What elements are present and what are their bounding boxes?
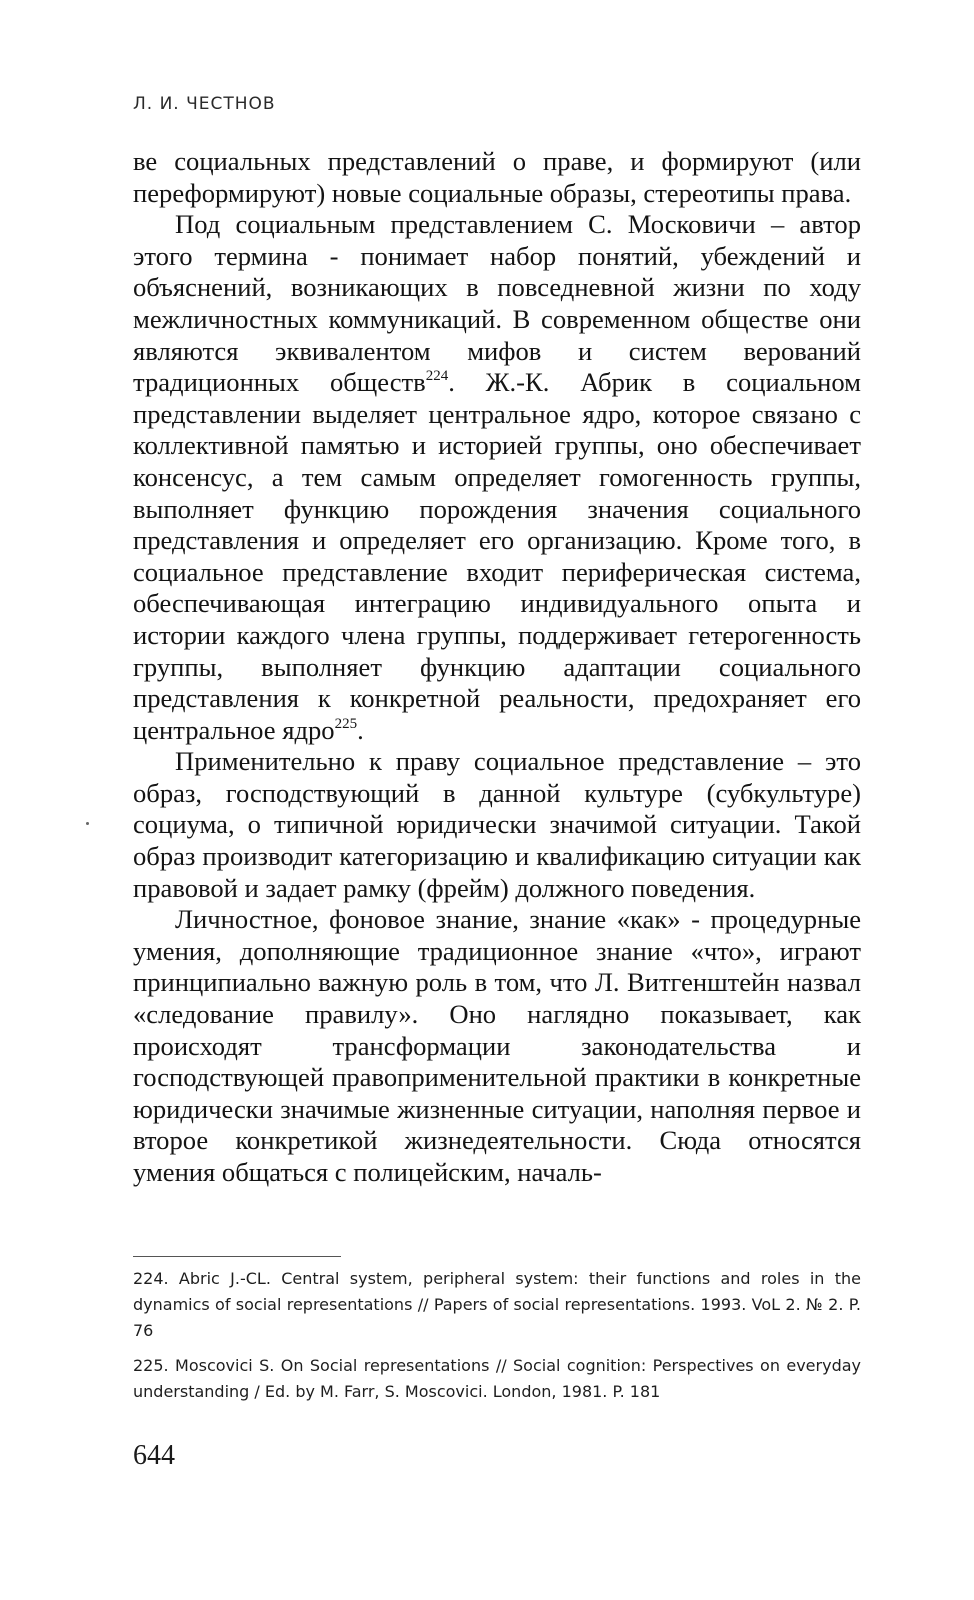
- footnotes: [133, 1266, 861, 1414]
- paragraph-1: ве социальных представлений о праве, и формируют (или переформируют) новые социальные образы, стереотипы права.: [133, 146, 861, 208]
- paragraph-2: [133, 209, 861, 746]
- running-head: Л. И. ЧЕСТНОВ: [133, 94, 276, 114]
- footnote-224: 224. Abric J.-CL. Central system, peripheral system: their functions and roles in the dynamics of social representations // Papers of social representations. 1993. VoL 2. № 2. P. 76: [133, 1269, 861, 1340]
- footnote-divider: [133, 1256, 341, 1257]
- main-text: [133, 146, 861, 1189]
- paragraph-3: Применительно к праву социальное представление – это образ, господствующий в данной культуре (субкультуре) социума, о типичной юридически значимой ситуации. Такой образ производит категоризацию и квалификацию ситуации как правовой и задает рамку (фрейм) должного поведения.: [133, 746, 861, 903]
- footnote-225: 225. Moscovici S. On Social representations // Social cognition: Perspectives on everyday understanding / Ed. by M. Farr, S. Moscovici. London, 1981. P. 181: [133, 1356, 861, 1401]
- paragraph-2-part-b: . Ж.-К. Абрик в социальном представлении выделяет центральное ядро, которое связано с коллективной памятью и историей группы, оно обеспечивает консенсус, а тем самым определяет гомогенность группы, выполняет функцию порождения значения социального представления и определяет его организацию. Кроме того, в социальное представление входит периферическая система, обеспечивающая интеграцию индивидуального опыта и истории каждого члена группы, поддерживает гетерогенность группы, выполняет функцию адаптации социального представления к конкретной реальности, предохраняет его центральное ядро: [133, 367, 862, 745]
- footnote-ref-225[interactable]: 225: [334, 715, 358, 732]
- page-number: 644: [133, 1440, 175, 1471]
- margin-mark: [86, 822, 89, 825]
- paragraph-2-part-a: Под социальным представлением С. Московичи – автор этого термина - понимает набор понятий, убеждений и объяснений, возникающих в повседневной жизни по ходу межличностных коммуникаций. В современном обществе они являются эквивалентом мифов и систем верований традиционных обществ: [133, 209, 861, 398]
- paragraph-4: Личностное, фоновое знание, знание «как» - процедурные умения, дополняющие традиционное знание «что», играют принципиально важную роль в том, что Л. Витгенштейн назвал «следование правилу». Оно наглядно показывает, как происходят трансформации законодательства и господствующей правоприменительной практики в конкретные юридически значимые жизненные ситуации, наполняя первое и второе конкретикой жизнедеятельности. Сюда относятся умения общаться с полицейским, началь-: [133, 904, 861, 1187]
- paragraph-2-part-c: .: [357, 714, 364, 745]
- footnote-ref-224[interactable]: 224: [425, 368, 449, 385]
